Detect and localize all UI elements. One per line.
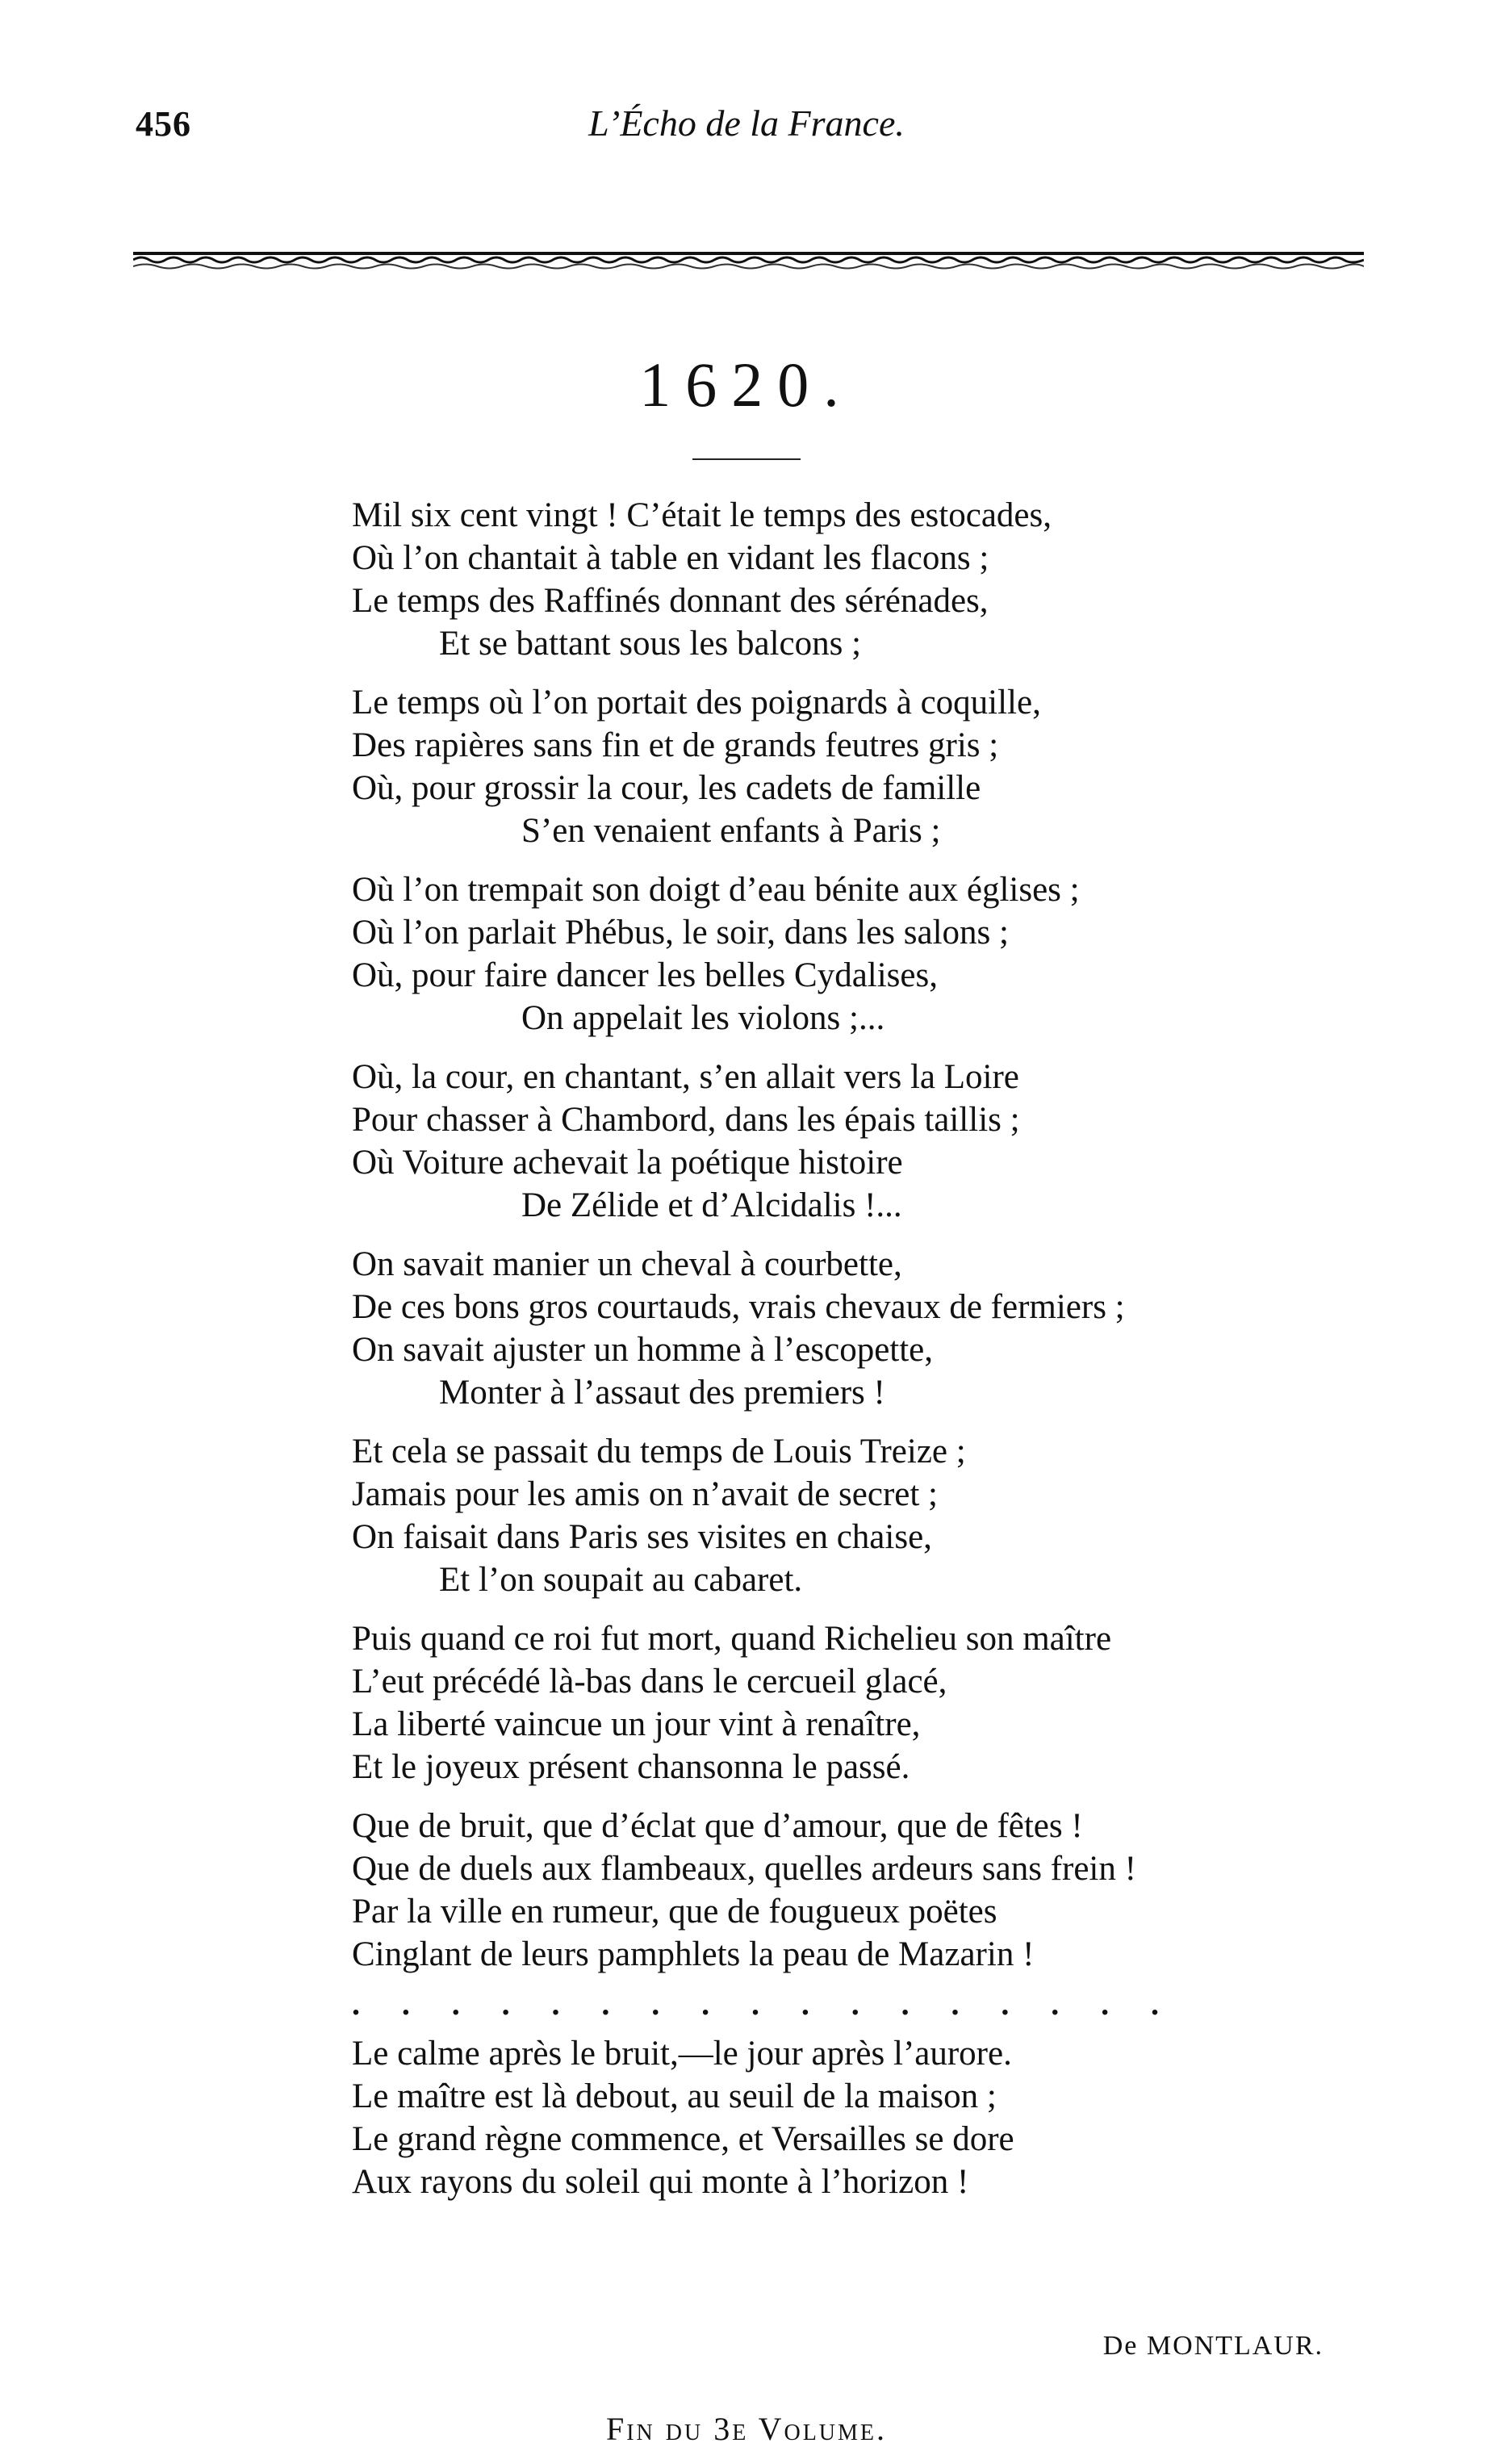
verse-line: On appelait les violons ;... bbox=[521, 999, 885, 1037]
author-signature: De MONTLAUR. bbox=[1102, 2331, 1324, 2361]
stanza bbox=[352, 494, 1401, 665]
verse-line: Où Voiture achevait la poétique histoire bbox=[352, 1144, 903, 1182]
ornamental-rule bbox=[133, 249, 1364, 271]
verse-line: De ces bons gros courtauds, vrais chevaux de fermiers ; bbox=[352, 1288, 1125, 1326]
verse-line: Mil six cent vingt ! C’était le temps des estocades, bbox=[352, 496, 1052, 534]
verse-line: Le temps où l’on portait des poignards à coquille, bbox=[352, 684, 1041, 722]
poem-title: 1620. bbox=[639, 349, 854, 420]
verse-line: Et l’on soupait au cabaret. bbox=[439, 1561, 803, 1599]
verse-line: On savait ajuster un homme à l’escopette, bbox=[352, 1331, 934, 1369]
verse-line: Le temps des Raffinés donnant des sérénades, bbox=[352, 582, 989, 620]
verse-line: Où, la cour, en chantant, s’en allait vers la Loire bbox=[352, 1058, 1019, 1096]
stanza bbox=[352, 1056, 1401, 1227]
ellipsis-dots: . . . . . . . . . . . . . . . . . bbox=[352, 1985, 1159, 2022]
page-number: 456 bbox=[136, 104, 191, 144]
verse-line: Et cela se passait du temps de Louis Treize ; bbox=[352, 1433, 966, 1470]
verse-line: Où l’on trempait son doigt d’eau bénite aux églises ; bbox=[352, 871, 1080, 909]
stanza bbox=[352, 1617, 1401, 1788]
verse-line: Où, pour faire dancer les belles Cydalises, bbox=[352, 956, 938, 994]
verse-line: Le grand règne commence, et Versailles se dore bbox=[352, 2120, 1014, 2158]
end-of-volume-note: Fin du 3e Volume. bbox=[605, 2411, 888, 2447]
verse-line: On savait manier un cheval à courbette, bbox=[352, 1245, 902, 1283]
verse-line: Le maître est là debout, au seuil de la maison ; bbox=[352, 2077, 997, 2115]
verse-line: Monter à l’assaut des premiers ! bbox=[439, 1374, 885, 1412]
verse-line: Et se battant sous les balcons ; bbox=[439, 625, 862, 663]
stanza bbox=[352, 2032, 1401, 2203]
verse-line: Cinglant de leurs pamphlets la peau de Mazarin ! bbox=[352, 1935, 1035, 1973]
verse-line: La liberté vaincue un jour vint à renaître, bbox=[352, 1705, 921, 1743]
verse-line: Où l’on parlait Phébus, le soir, dans les salons ; bbox=[352, 914, 1009, 952]
verse-line: Par la ville en rumeur, que de fougueux poëtes bbox=[352, 1893, 997, 1931]
stanza bbox=[352, 681, 1401, 852]
verse-line: Que de bruit, que d’éclat que d’amour, que de fêtes ! bbox=[352, 1807, 1083, 1845]
verse-line: Que de duels aux flambeaux, quelles ardeurs sans frein ! bbox=[352, 1850, 1136, 1888]
stanza bbox=[352, 1805, 1401, 1976]
verse-line: Où, pour grossir la cour, les cadets de famille bbox=[352, 769, 981, 807]
verse-line: Le calme après le bruit,—le jour après l’aurore. bbox=[352, 2035, 1012, 2073]
title-divider bbox=[692, 458, 801, 460]
stanza bbox=[352, 1243, 1401, 1414]
verse-line: S’en venaient enfants à Paris ; bbox=[521, 812, 941, 850]
verse-line: Aux rayons du soleil qui monte à l’horizon ! bbox=[352, 2163, 969, 2201]
verse-line: On faisait dans Paris ses visites en chaise, bbox=[352, 1518, 932, 1556]
verse-line: Puis quand ce roi fut mort, quand Richelieu son maître bbox=[352, 1620, 1112, 1658]
poem-body bbox=[352, 494, 1401, 2219]
stanza bbox=[352, 868, 1401, 1040]
stanza bbox=[352, 1430, 1401, 1601]
verse-line: L’eut précédé là-bas dans le cercueil glacé, bbox=[352, 1663, 947, 1701]
verse-line: Pour chasser à Chambord, dans les épais taillis ; bbox=[352, 1101, 1020, 1139]
verse-line: Où l’on chantait à table en vidant les flacons ; bbox=[352, 539, 989, 577]
verse-line: De Zélide et d’Alcidalis !... bbox=[521, 1186, 902, 1224]
verse-line: Et le joyeux présent chansonna le passé. bbox=[352, 1748, 910, 1786]
running-title: L’Écho de la France. bbox=[588, 102, 905, 144]
verse-line: Des rapières sans fin et de grands feutres gris ; bbox=[352, 726, 999, 764]
verse-line: Jamais pour les amis on n’avait de secret ; bbox=[352, 1475, 939, 1513]
